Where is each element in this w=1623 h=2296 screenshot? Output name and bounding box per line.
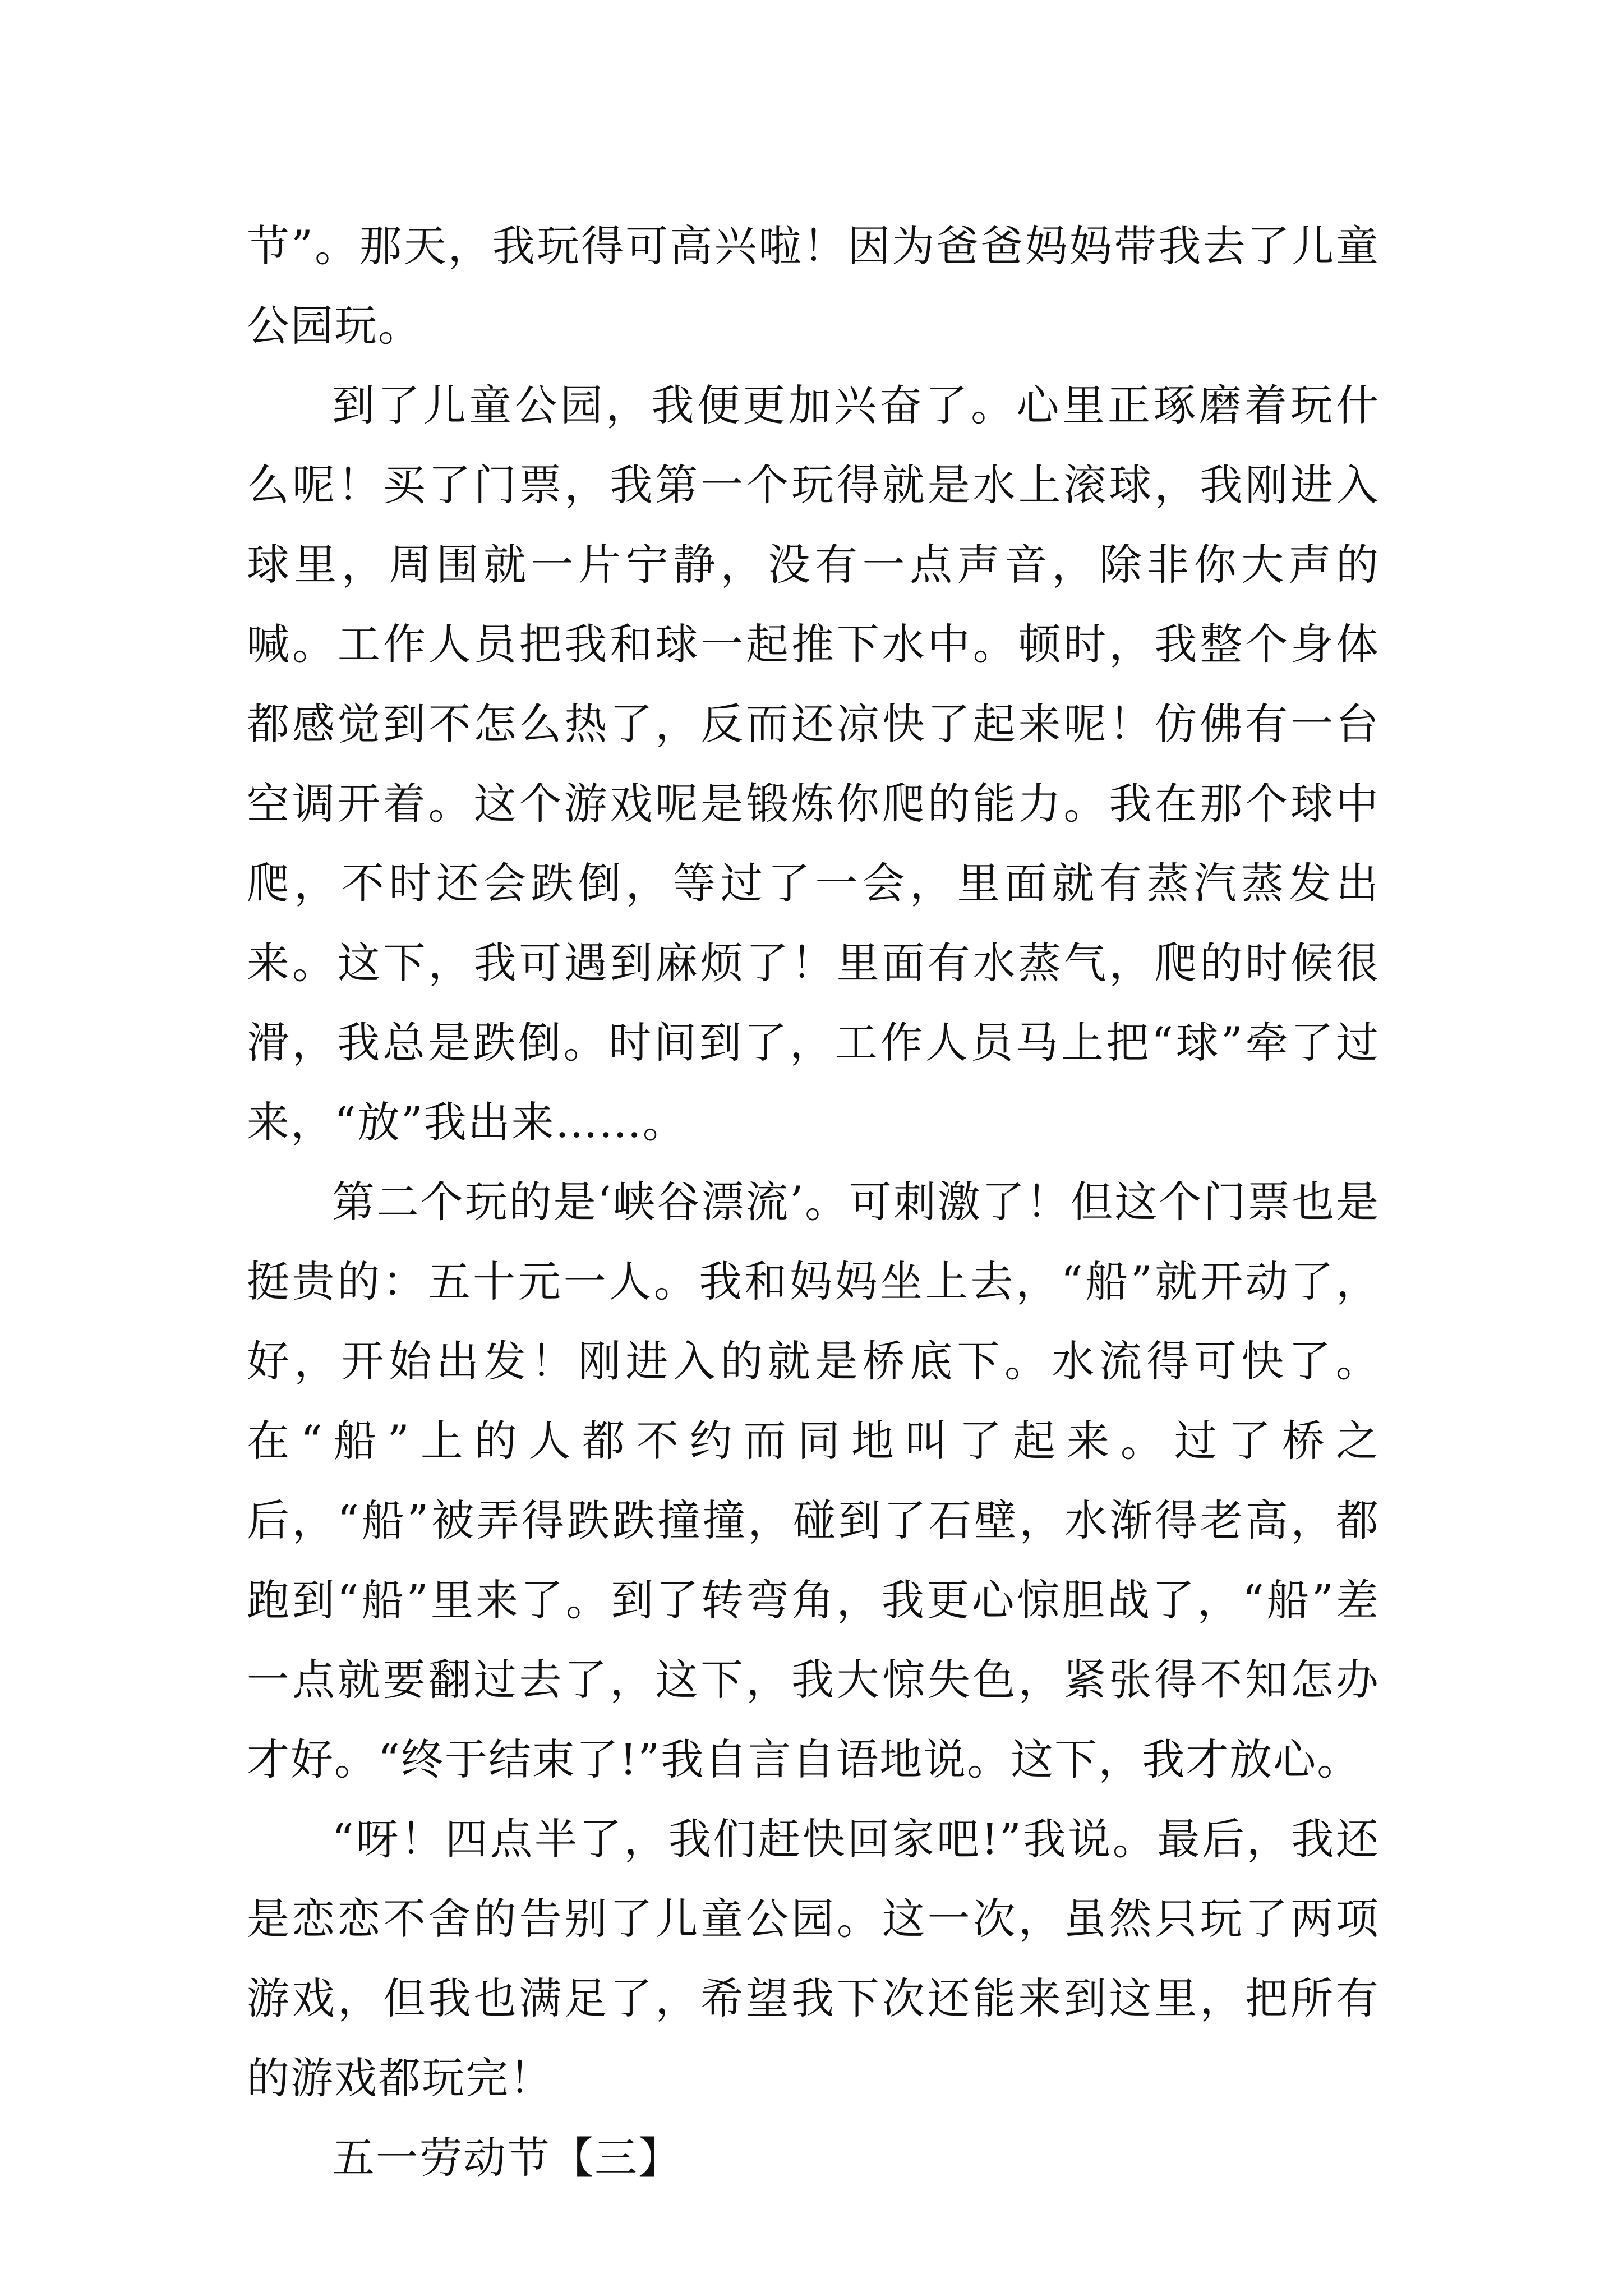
paragraph-3: 第二个玩的是‘峡谷漂流’。可刺激了！但这个门票也是挺贵的：五十元一人。我和妈妈坐上去，“船”就开动了，好，开始出发！刚进入的就是桥底下。水流得可快了。在“船”上的人都不约而同地叫了起来。过了桥之后，“船”被弄得跌跌撞撞，碰到了石壁，水渐得老高，都跑到“船”里来了。到了转弯角，我更心惊胆战了，“船”差一点就要翻过去了，这下，我大惊失色，紧张得不知怎办才好。“终于结束了!”我自言自语地说。这下，我才放心。 — [247, 1177, 1380, 1784]
paragraph-1: 节”。那天，我玩得可高兴啦！因为爸爸妈妈带我去了儿童公园玩。 — [247, 221, 1380, 351]
paragraph-4: “呀！四点半了，我们赶快回家吧!”我说。最后，我还是恋恋不舍的告别了儿童公园。这一次，虽然只玩了两项游戏，但我也满足了，希望我下次还能来到这里，把所有的游戏都玩完！ — [247, 1814, 1380, 2103]
section-heading: 五一劳动节【三】 — [332, 2133, 682, 2183]
paragraph-2: 到了儿童公园，我便更加兴奋了。心里正琢磨着玩什么呢！买了门票，我第一个玩得就是水上滚球，我刚进入球里，周围就一片宁静，没有一点声音，除非你大声的喊。工作人员把我和球一起推下水中。顿时，我整个身体都感觉到不怎么热了，反而还凉快了起来呢！仿佛有一台空调开着。这个游戏呢是锻炼你爬的能力。我在那个球中爬，不时还会跌倒，等过了一会，里面就有蒸汽蒸发出来。这下，我可遇到麻烦了！里面有水蒸气，爬的时候很滑，我总是跌倒。时间到了，工作人员马上把“球”牵了过来，“放”我出来……。 — [247, 380, 1380, 1147]
document-body — [247, 206, 1380, 2198]
